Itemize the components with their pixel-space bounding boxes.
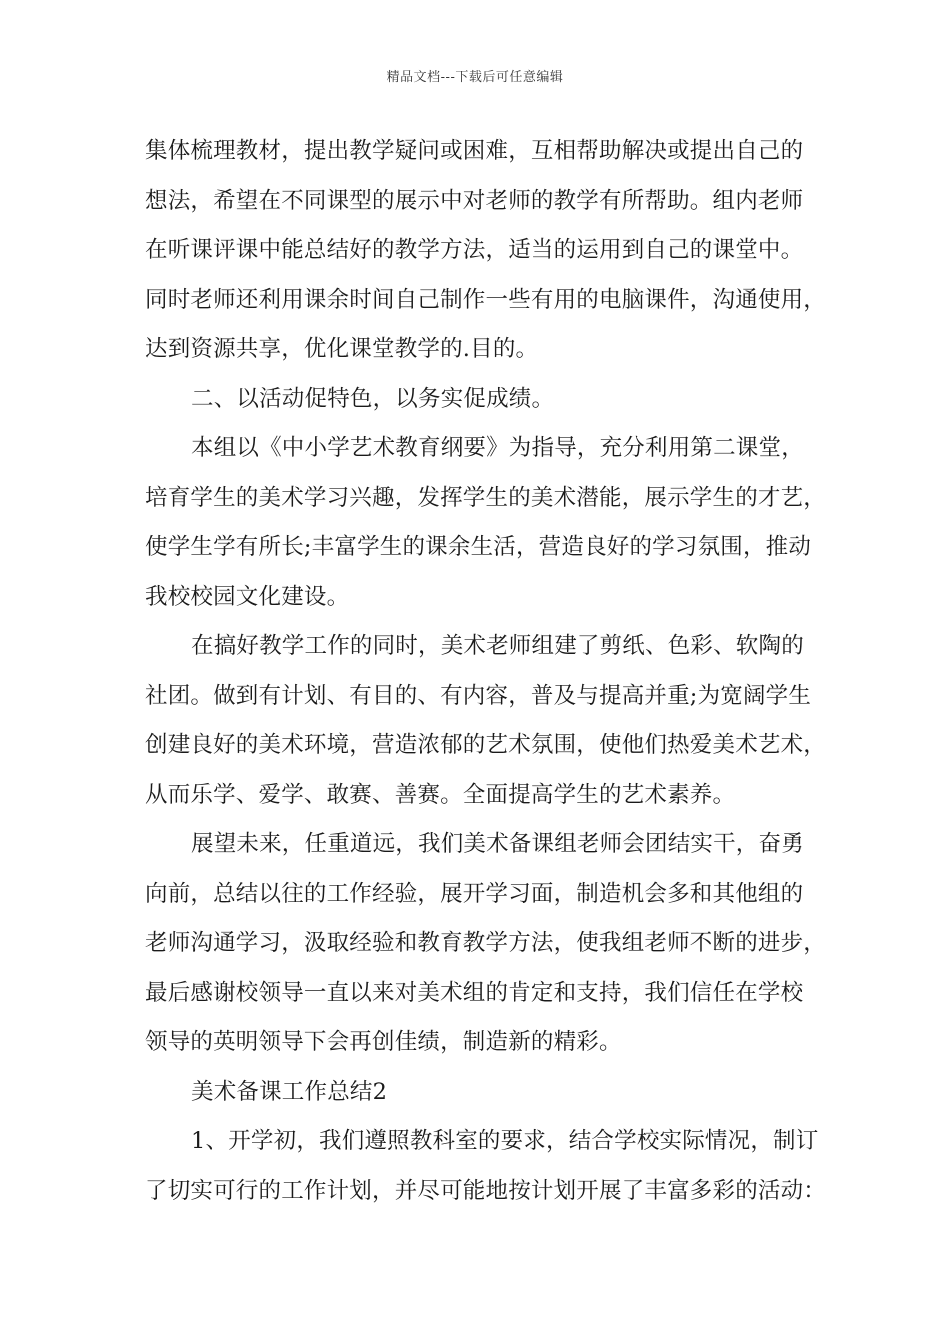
section-title: 美术备课工作总结2: [191, 1078, 388, 1105]
text-line: 1、开学初，我们遵照教科室的要求，结合学校实际情况，制订: [191, 1128, 819, 1154]
text-line: 在听课评课中能总结好的教学方法，适当的运用到自己的课堂中。: [145, 237, 804, 263]
text-line: 创建良好的美术环境，营造浓郁的艺术氛围，使他们热爱美术艺术，: [145, 732, 827, 758]
document-body: [145, 135, 835, 1224]
text-line: 培育学生的美术学习兴趣，发挥学生的美术潜能，展示学生的才艺，: [145, 484, 827, 511]
text-line: 展望未来，任重道远，我们美术备课组老师会团结实干，奋勇: [191, 831, 804, 857]
page-header: 精品文档---下载后可任意编辑: [386, 70, 564, 85]
text-line: 在搞好教学工作的同时，美术老师组建了剪纸、色彩、软陶的: [191, 633, 804, 659]
text-line: 同时老师还利用课余时间自己制作一些有用的电脑课件，沟通使用，: [145, 286, 827, 313]
text-line: 本组以《中小学艺术教育纲要》为指导，充分利用第二课堂，: [191, 435, 804, 461]
text-line: 了切实可行的工作计划，并尽可能地按计划开展了丰富多彩的活动：: [145, 1177, 827, 1204]
text-line: 从而乐学、爱学、敢赛、善赛。全面提高学生的艺术素养。: [145, 781, 736, 808]
text-line: 集体梳理教材，提出教学疑问或困难，互相帮助解决或提出自己的: [145, 138, 804, 164]
text-line: 领导的英明领导下会再创佳绩，制造新的精彩。: [145, 1029, 622, 1055]
text-line: 我校校园文化建设。: [145, 583, 350, 610]
text-line: 使学生学有所长;丰富学生的课余生活，营造良好的学习氛围，推动: [145, 534, 812, 560]
text-line: 社团。做到有计划、有目的、有内容，普及与提高并重;为宽阔学生: [145, 682, 812, 709]
text-line: 想法，希望在不同课型的展示中对老师的教学有所帮助。组内老师: [145, 187, 804, 214]
text-line: 达到资源共享，优化课堂教学的.目的。: [145, 336, 539, 362]
text-line: 向前，总结以往的工作经验，展开学习面，制造机会多和其他组的: [145, 880, 804, 907]
text-line: 最后感谢校领导一直以来对美术组的肯定和支持，我们信任在学校: [145, 979, 804, 1006]
text-line: 老师沟通学习，汲取经验和教育教学方法，使我组老师不断的进步，: [145, 930, 827, 956]
section-heading: 二、以活动促特色，以务实促成绩。: [191, 385, 555, 412]
